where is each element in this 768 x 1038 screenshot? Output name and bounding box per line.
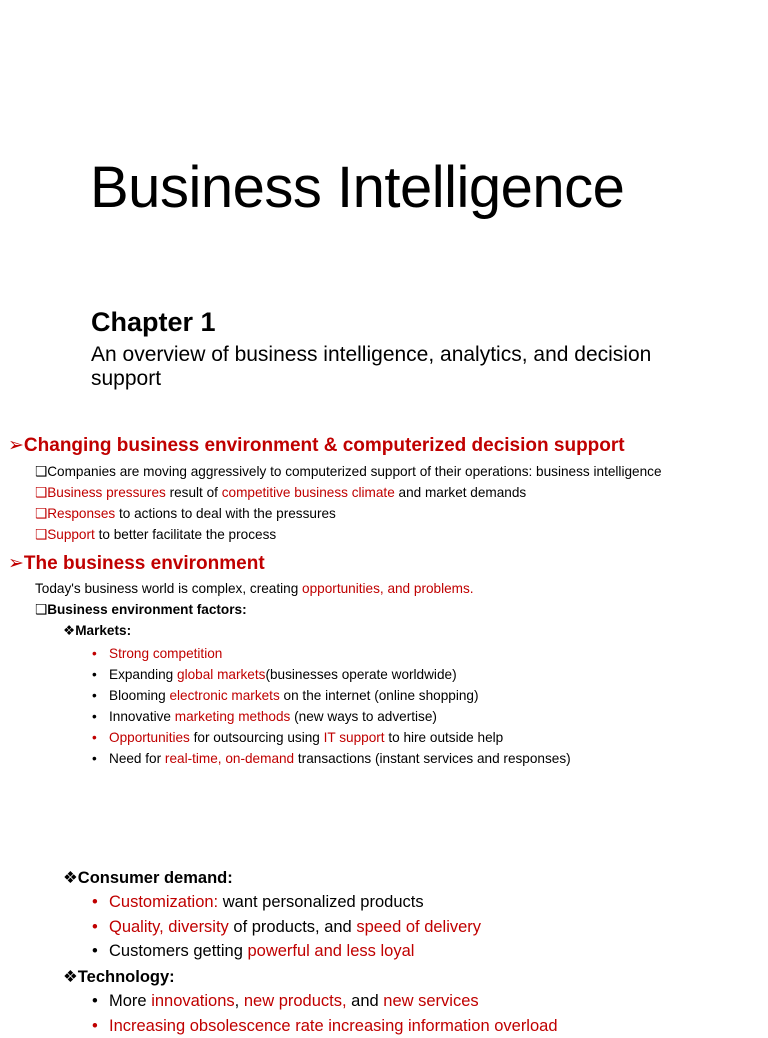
text-segment: Blooming [109,688,169,703]
text-segment: on the internet (online shopping) [280,688,479,703]
diamond-icon: ❖ [63,623,75,638]
text-segment: speed of delivery [356,918,481,936]
technology-label: ❖Technology: [63,965,175,990]
bullet-icon: • [92,748,109,769]
list-item [35,503,336,524]
text-segment: innovations [151,992,234,1010]
text-segment: marketing methods [175,709,291,724]
list-item [92,748,571,769]
diamond-icon: ❖ [63,869,78,887]
text-segment: result of [166,485,222,500]
consumer-demand-label: ❖Consumer demand: [63,866,233,891]
text-segment: electronic markets [169,688,279,703]
bullet-icon: • [92,727,109,748]
diamond-icon: ❖ [63,968,78,986]
text-segment: (new ways to advertise) [290,709,437,724]
factors-label: ❑Business environment factors: [35,599,247,620]
text-segment: Increasing obsolescence rate increasing information overload [109,1017,558,1035]
bullet-icon: • [92,989,109,1014]
text-segment: to hire outside help [385,730,504,745]
list-item [35,461,662,482]
text-segment: IT support [324,730,385,745]
bullet-icon: • [92,915,109,940]
checkbox-square-icon: ❑ [35,506,47,521]
chapter-heading: Chapter 1 [91,304,216,340]
checkbox-square-icon: ❑ [35,464,47,479]
list-item [92,643,222,664]
text-segment: Quality, diversity [109,918,229,936]
list-item [92,706,437,727]
text-segment: new products, [244,992,347,1010]
text-segment: powerful and less loyal [247,942,414,960]
text-segment: and market demands [395,485,526,500]
bullet-icon: • [92,685,109,706]
list-item [92,939,414,964]
text-segment: Business pressures [47,485,166,500]
list-item [35,524,276,545]
list-item [35,482,526,503]
arrow-icon: ➢ [8,553,24,574]
text-segment: (businesses operate worldwide) [265,667,456,682]
text-segment: Customers getting [109,942,247,960]
section2-intro: Today's business world is complex, creating opportunities, and problems. [35,578,474,599]
arrow-icon: ➢ [8,435,24,456]
list-item [92,1014,558,1038]
list-item [92,989,479,1014]
list-item [92,915,481,940]
list-item [92,727,503,748]
text-segment: competitive business climate [222,485,395,500]
text-segment: Customization: [109,893,218,911]
list-item [92,890,424,915]
text-segment: Support [47,527,95,542]
text-segment: and [347,992,384,1010]
text-segment: for outsourcing using [190,730,324,745]
text-segment: transactions (instant services and responses) [294,751,571,766]
list-item [92,664,457,685]
text-segment: Companies are moving aggressively to computerized support of their operations: business intelligence [47,464,661,479]
text-segment: real-time, on-demand [165,751,294,766]
text-segment: new services [383,992,478,1010]
text-segment: Need for [109,751,165,766]
bullet-icon: • [92,643,109,664]
checkbox-square-icon: ❑ [35,485,47,500]
text-segment: want personalized products [218,893,423,911]
text-segment: Opportunities [109,730,190,745]
bullet-icon: • [92,706,109,727]
bullet-icon: • [92,939,109,964]
page-title: Business Intelligence [90,148,624,228]
bullet-icon: • [92,664,109,685]
list-item [92,685,479,706]
text-segment: , [235,992,244,1010]
text-segment: of products, and [229,918,357,936]
text-segment: global markets [177,667,265,682]
chapter-subtitle: An overview of business intelligence, analytics, and decision support [91,343,711,391]
text-segment: to better facilitate the process [95,527,276,542]
markets-label: ❖Markets: [63,620,131,641]
text-segment: Strong competition [109,646,222,661]
text-segment: More [109,992,151,1010]
text-segment: Expanding [109,667,177,682]
section-heading-business-environment: ➢The business environment [8,552,265,576]
text-segment: Responses [47,506,115,521]
bullet-icon: • [92,890,109,915]
section-heading-changing-environment: ➢Changing business environment & computerized decision support [8,434,625,458]
checkbox-square-icon: ❑ [35,527,47,542]
bullet-icon: • [92,1014,109,1038]
text-segment: Innovative [109,709,175,724]
checkbox-square-icon: ❑ [35,602,47,617]
text-segment: to actions to deal with the pressures [115,506,336,521]
